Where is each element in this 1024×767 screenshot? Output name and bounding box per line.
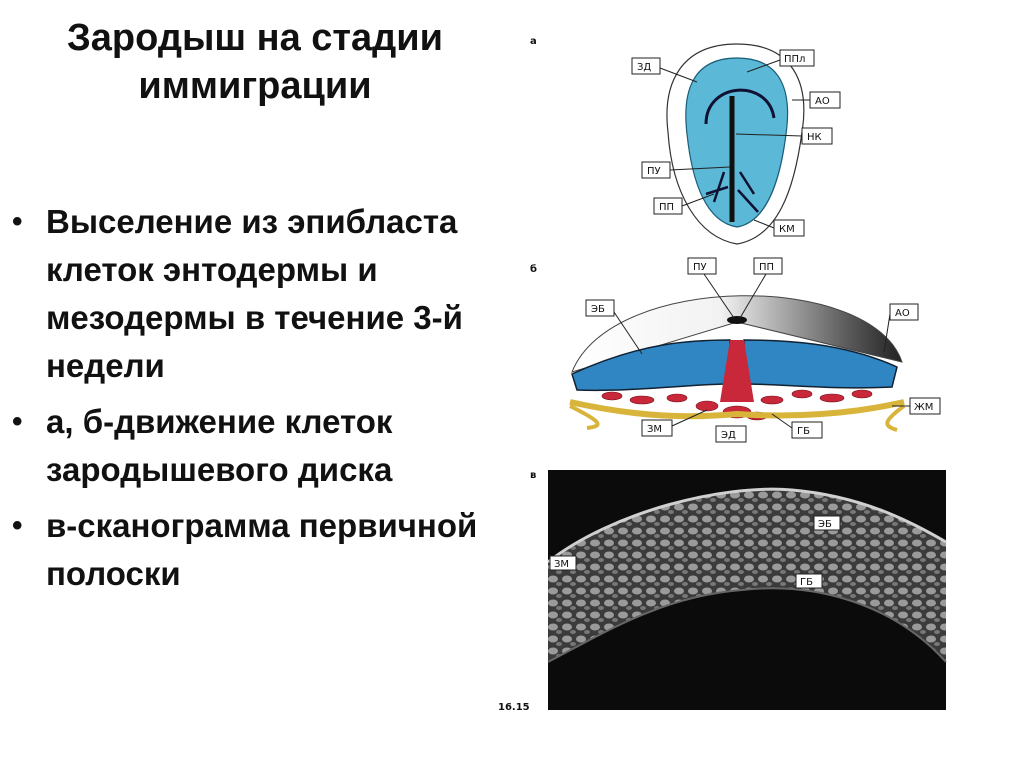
svg-text:НК: НК [807, 132, 822, 143]
svg-text:ЗМ: ЗМ [554, 559, 570, 570]
bullet-dot-icon: • [12, 405, 23, 438]
panel-a-letter: а [530, 36, 537, 47]
svg-text:ПУ: ПУ [647, 166, 661, 177]
svg-text:ППл: ППл [784, 54, 806, 65]
bullet-item: • в-сканограмма первичной полоски [8, 502, 508, 598]
svg-text:ПП: ПП [659, 202, 675, 213]
title-line-1: Зародыш на стадии [66, 17, 444, 59]
svg-text:ЭБ: ЭБ [591, 304, 605, 315]
svg-text:ЭБ: ЭБ [818, 519, 832, 530]
bullet-dot-icon: • [12, 509, 23, 542]
slide-title [0, 14, 510, 110]
svg-text:ПУ: ПУ [693, 262, 707, 273]
svg-text:ГБ: ГБ [800, 577, 813, 588]
title-line-2: иммиграции [138, 65, 372, 107]
bullet-item: • Выселение из эпибласта клеток энтодермы и мезодермы в течение 3-й недели [8, 198, 508, 390]
panel-a-diagram [667, 44, 804, 244]
svg-text:ПП: ПП [759, 262, 775, 273]
svg-text:ЗД: ЗД [637, 62, 652, 73]
panel-c-scan [548, 470, 946, 710]
embryo-figure [492, 22, 992, 722]
bullet-dot-icon: • [12, 205, 23, 238]
svg-text:АО: АО [815, 96, 830, 107]
svg-text:ЗМ: ЗМ [647, 424, 663, 435]
panel-c-letter: в [530, 470, 537, 481]
bullet-list [8, 198, 508, 606]
svg-text:КМ: КМ [779, 224, 795, 235]
bullet-item: • а, б-движение клеток зародышевого диска [8, 398, 508, 494]
figure-number: 16.15 [498, 702, 530, 713]
svg-text:ЭД: ЭД [721, 430, 736, 441]
svg-text:АО: АО [895, 308, 910, 319]
svg-text:ГБ: ГБ [797, 426, 810, 437]
panel-b-letter: б [530, 264, 537, 275]
panel-b-diagram [570, 296, 904, 430]
svg-text:ЖМ: ЖМ [914, 402, 934, 413]
